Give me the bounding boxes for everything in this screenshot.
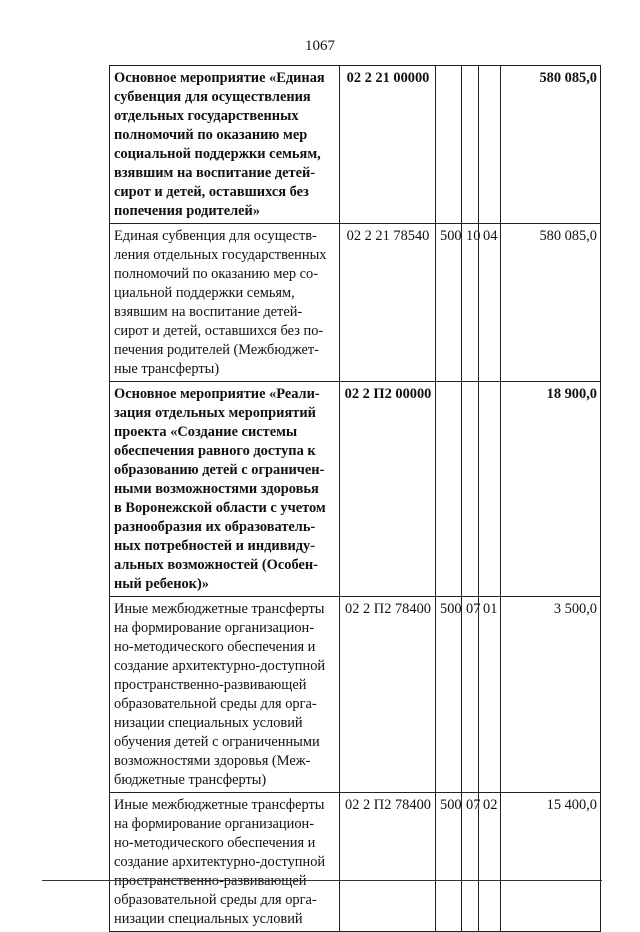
cell-subsection: 01 — [479, 597, 501, 793]
name-line: ными возможностями здоровья — [114, 481, 319, 497]
name-line: взявшим на воспитание детей- — [114, 304, 303, 320]
name-line: социальной поддержки семьям, — [114, 146, 321, 162]
cell-target-code: 02 2 21 00000 — [340, 66, 436, 224]
name-line: низации специальных условий — [114, 715, 303, 731]
cell-amount: 580 085,0 — [501, 224, 601, 382]
name-line: ные трансферты) — [114, 361, 220, 377]
name-line: но-методического обеспечения и — [114, 835, 316, 851]
cell-amount: 15 400,0 — [501, 793, 601, 932]
cell-section — [462, 382, 479, 597]
cell-name — [110, 382, 340, 597]
name-line: отдельных государственных — [114, 108, 299, 124]
name-line: попечения родителей» — [114, 203, 261, 219]
name-line: печения родителей (Межбюджет- — [114, 342, 319, 358]
name-line: но-методического обеспечения и — [114, 639, 316, 655]
cell-target-code: 02 2 21 78540 — [340, 224, 436, 382]
cell-subsection — [479, 66, 501, 224]
name-line: образовательной среды для орга- — [114, 892, 317, 908]
name-line: разнообразия их образователь- — [114, 519, 316, 535]
cell-section — [462, 66, 479, 224]
budget-table — [109, 65, 601, 932]
cell-section: 10 — [462, 224, 479, 382]
cell-target-code: 02 2 П2 78400 — [340, 793, 436, 932]
cell-amount: 580 085,0 — [501, 66, 601, 224]
cell-expense-type: 500 — [436, 793, 462, 932]
name-line: образовательной среды для орга- — [114, 696, 317, 712]
name-line: сирот и детей, оставшихся без — [114, 184, 309, 200]
table-row — [110, 66, 601, 224]
name-line: возможностями здоровья (Меж- — [114, 753, 311, 769]
name-line: создание архитектурно-доступной — [114, 658, 326, 674]
cell-target-code: 02 2 П2 78400 — [340, 597, 436, 793]
name-line: Единая субвенция для осуществ- — [114, 228, 317, 244]
name-line: зация отдельных мероприятий — [114, 405, 316, 421]
name-line: Основное мероприятие «Реали- — [114, 386, 320, 402]
cell-expense-type — [436, 382, 462, 597]
name-line: Основное мероприятие «Единая — [114, 70, 325, 86]
name-line: циальной поддержки семьям, — [114, 285, 295, 301]
cell-section: 07 — [462, 597, 479, 793]
name-line: ления отдельных государственных — [114, 247, 327, 263]
name-line: ных потребностей и индивиду- — [114, 538, 316, 554]
cell-subsection: 02 — [479, 793, 501, 932]
name-line: взявшим на воспитание детей- — [114, 165, 316, 181]
name-line: альных возможностей (Особен- — [114, 557, 318, 573]
cell-name — [110, 224, 340, 382]
name-line: сирот и детей, оставшихся без по- — [114, 323, 324, 339]
cell-expense-type: 500 — [436, 597, 462, 793]
cell-amount: 18 900,0 — [501, 382, 601, 597]
name-line: бюджетные трансферты) — [114, 772, 267, 788]
table-row — [110, 597, 601, 793]
page-number: 1067 — [305, 38, 335, 54]
name-line: пространственно-развивающей — [114, 677, 307, 693]
cell-target-code: 02 2 П2 00000 — [340, 382, 436, 597]
cell-subsection — [479, 382, 501, 597]
name-line: обучения детей с ограниченными — [114, 734, 320, 750]
name-line: низации специальных условий — [114, 911, 303, 927]
name-line: полномочий по оказанию мер — [114, 127, 308, 143]
cell-name — [110, 66, 340, 224]
cell-name — [110, 597, 340, 793]
cell-section: 07 — [462, 793, 479, 932]
page-bottom-rule — [42, 880, 602, 881]
name-line: создание архитектурно-доступной — [114, 854, 326, 870]
name-line: Иные межбюджетные трансферты — [114, 601, 325, 617]
name-line: на формирование организацион- — [114, 620, 315, 636]
cell-name — [110, 793, 340, 932]
name-line: ный ребенок)» — [114, 576, 209, 592]
name-line: образованию детей с ограничен- — [114, 462, 325, 478]
name-line: Иные межбюджетные трансферты — [114, 797, 325, 813]
budget-table-body — [110, 66, 601, 932]
name-line: полномочий по оказанию мер со- — [114, 266, 319, 282]
name-line: обеспечения равного доступа к — [114, 443, 316, 459]
name-line: субвенция для осуществления — [114, 89, 311, 105]
table-row — [110, 224, 601, 382]
cell-subsection: 04 — [479, 224, 501, 382]
name-line: пространственно-развивающей — [114, 873, 307, 889]
cell-amount: 3 500,0 — [501, 597, 601, 793]
table-row — [110, 382, 601, 597]
name-line: в Воронежской области с учетом — [114, 500, 326, 516]
name-line: на формирование организацион- — [114, 816, 315, 832]
name-line: проекта «Создание системы — [114, 424, 298, 440]
cell-expense-type — [436, 66, 462, 224]
cell-expense-type: 500 — [436, 224, 462, 382]
table-row — [110, 793, 601, 932]
